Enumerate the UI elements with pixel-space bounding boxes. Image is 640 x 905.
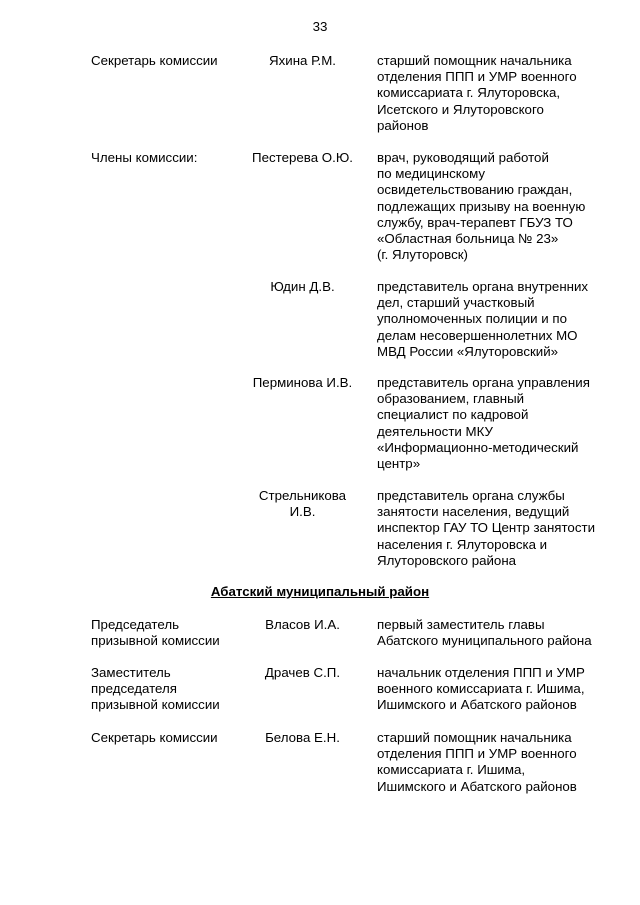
position-line: МВД России «Ялуторовский» — [377, 343, 559, 359]
position-line: первый заместитель главы — [377, 617, 545, 632]
position-line: подлежащих призыву на военную — [377, 198, 586, 214]
position-cell — [377, 730, 622, 795]
role-cell — [91, 53, 251, 69]
name-line: Белова Е.Н. — [265, 730, 340, 745]
role-line: Председатель — [91, 617, 180, 632]
position-line: представитель органа службы — [377, 488, 565, 503]
position-line: старший помощник начальника — [377, 730, 572, 745]
position-line: «Областная больница № 23» — [377, 231, 559, 247]
role-cell — [91, 617, 251, 649]
position-line: Абатского муниципального района — [377, 633, 592, 649]
position-line: инспектор ГАУ ТО Центр занятости — [377, 520, 595, 536]
position-line: делам несовершеннолетних МО — [377, 327, 578, 343]
role-line: Заместитель — [91, 665, 171, 680]
position-cell — [377, 617, 622, 649]
role-cell — [91, 150, 251, 166]
position-line: представитель органа внутренних — [377, 279, 589, 294]
name-cell — [240, 279, 365, 295]
position-line: отделения ППП и УМР военного — [377, 746, 577, 762]
role-line: призывной комиссии — [91, 633, 220, 649]
name-cell — [240, 150, 365, 166]
position-line: Ялуторовского района — [377, 552, 517, 568]
position-line: начальник отделения ППП и УМР — [377, 665, 585, 680]
name-cell — [240, 488, 365, 520]
position-line: представитель органа управления — [377, 375, 590, 390]
position-line: отделения ППП и УМР военного — [377, 69, 577, 85]
position-cell — [377, 53, 622, 134]
name-line: Яхина Р.М. — [269, 53, 336, 68]
position-cell — [377, 375, 622, 472]
section-title — [0, 584, 640, 600]
page-number: 33 — [312, 19, 328, 34]
position-line: (г. Ялуторовск) — [377, 247, 468, 263]
name-line: Драчев С.П. — [264, 665, 341, 680]
position-line: населения г. Ялуторовска и — [377, 536, 548, 552]
name-line: И.В. — [289, 504, 316, 520]
role-line: Члены комиссии: — [91, 150, 198, 165]
position-cell — [377, 665, 622, 714]
name-line: Юдин Д.В. — [270, 279, 335, 294]
position-line: уполномоченных полиции и по — [377, 311, 567, 327]
position-line: специалист по кадровой — [377, 407, 529, 423]
name-line: Перминова И.В. — [252, 375, 353, 390]
name-line: Стрельникова — [258, 488, 347, 503]
role-cell — [91, 730, 251, 746]
name-line: Власов И.А. — [265, 617, 340, 632]
name-line: Пестерева О.Ю. — [252, 150, 353, 165]
position-line: деятельности МКУ — [377, 423, 493, 439]
position-line: Исетского и Ялуторовского — [377, 101, 544, 117]
role-line: призывной комиссии — [91, 697, 220, 713]
position-line: военного комиссариата г. Ишима, — [377, 681, 585, 697]
position-line: старший помощник начальника — [377, 53, 572, 68]
section-title-text: Абатский муниципальный район — [210, 584, 430, 599]
position-line: центр» — [377, 456, 421, 472]
name-cell — [240, 665, 365, 681]
role-line: Секретарь комиссии — [91, 730, 218, 745]
position-line: Ишимского и Абатского районов — [377, 778, 577, 794]
position-line: освидетельствованию граждан, — [377, 182, 573, 198]
position-line: по медицинскому — [377, 166, 486, 182]
position-line: Ишимского и Абатского районов — [377, 697, 577, 713]
position-line: районов — [377, 117, 429, 133]
role-line: Секретарь комиссии — [91, 53, 218, 68]
name-cell — [240, 53, 365, 69]
role-cell — [91, 665, 251, 714]
position-line: образованием, главный — [377, 391, 525, 407]
name-cell — [240, 617, 365, 633]
position-line: комиссариата г. Ишима, — [377, 762, 526, 778]
position-line: дел, старший участковый — [377, 295, 535, 311]
position-line: занятости населения, ведущий — [377, 504, 570, 520]
position-line: «Информационно-методический — [377, 439, 579, 455]
position-cell — [377, 279, 622, 360]
position-line: службу, врач-терапевт ГБУЗ ТО — [377, 214, 573, 230]
name-cell — [240, 730, 365, 746]
position-cell — [377, 488, 622, 569]
position-line: врач, руководящий работой — [377, 150, 549, 165]
name-cell — [240, 375, 365, 391]
role-line: председателя — [91, 681, 177, 697]
position-line: комиссариата г. Ялуторовска, — [377, 85, 561, 101]
position-cell — [377, 150, 622, 263]
